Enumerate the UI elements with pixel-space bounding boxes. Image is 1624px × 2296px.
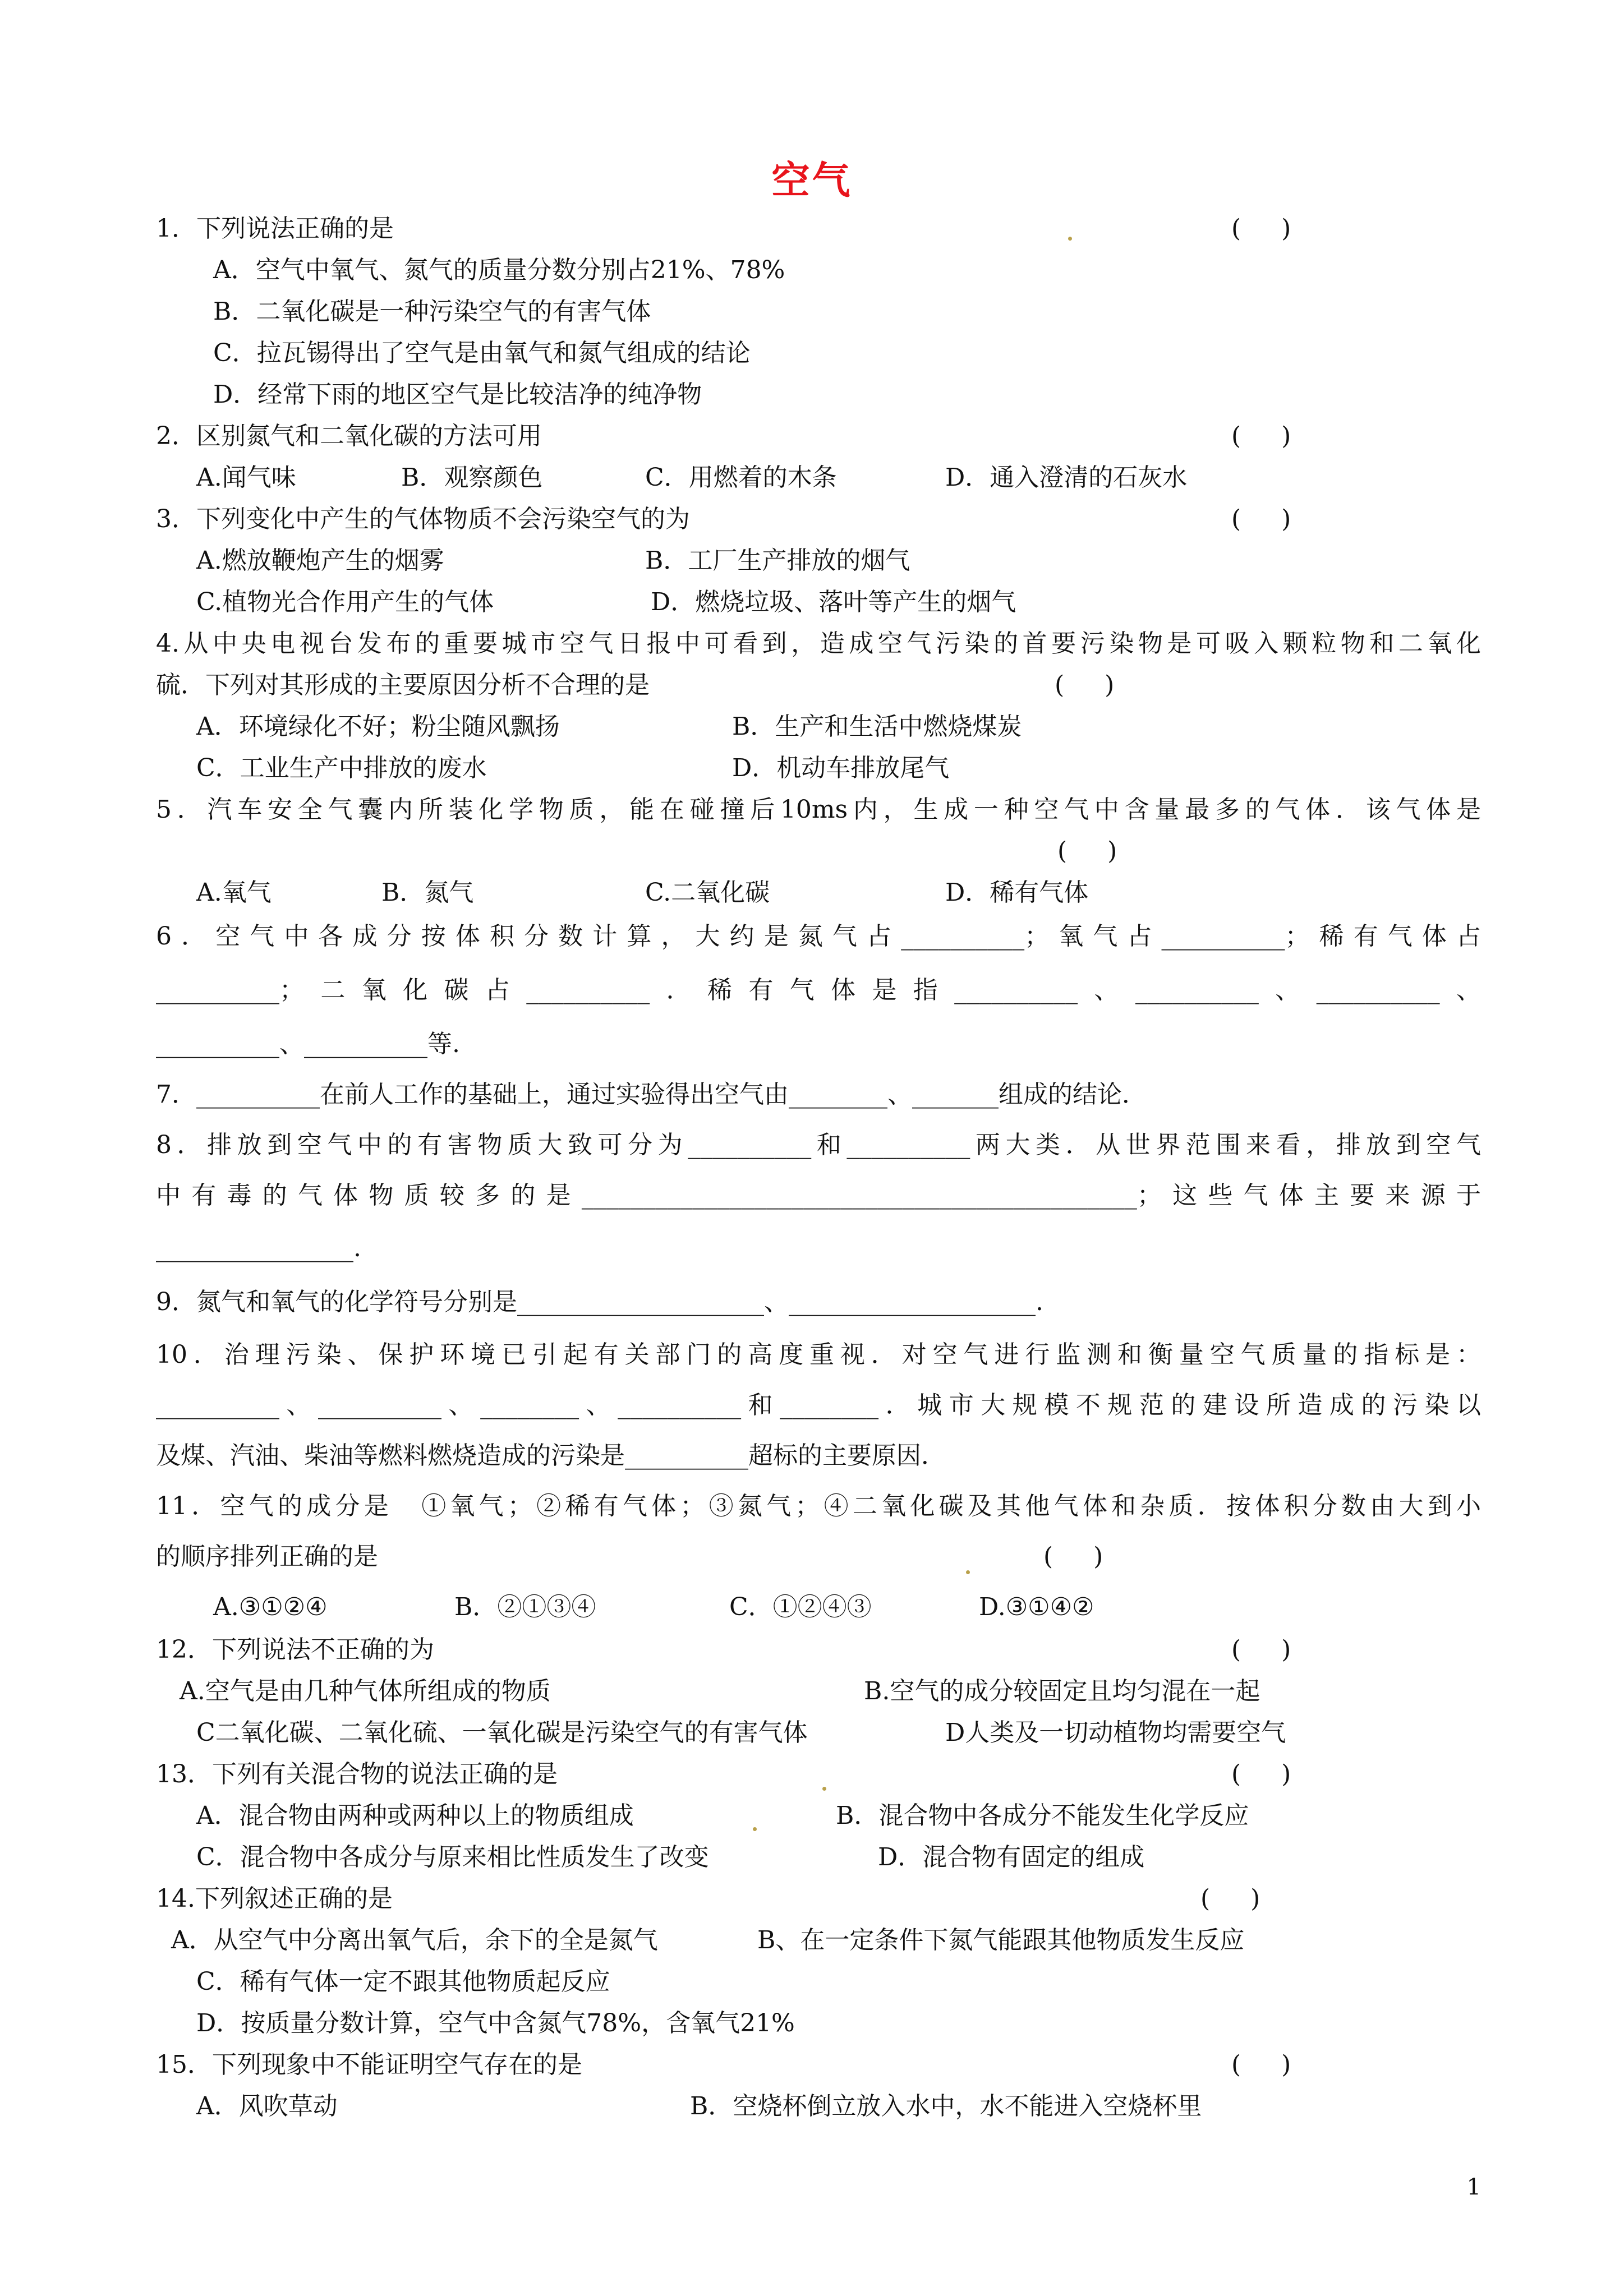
q4-stem-line1: 4.从中央电视台发布的重要城市空气日报中可看到，造成空气污染的首要污染物是可吸入颗粒物和二氧化: [156, 629, 1481, 658]
q5-option-d: D．稀有气体: [945, 878, 1089, 907]
q12-option-c: C二氧化碳、二氧化硫、一氧化碳是污染空气的有害气体: [196, 1718, 808, 1747]
q12-option-a: A.空气是由几种气体所组成的物质: [180, 1677, 551, 1705]
q1-option-b: B．二氧化碳是一种污染空气的有害气体: [213, 297, 651, 326]
q3-option-d: D．燃烧垃圾、落叶等产生的烟气: [651, 588, 1016, 616]
q14-answer-paren: ( ): [1200, 1884, 1260, 1913]
q8-line3: ________________.: [156, 1234, 361, 1262]
stray-dot: [966, 1570, 970, 1574]
q3-option-c: C.植物光合作用产生的气体: [196, 588, 494, 616]
q4-option-d: D．机动车排放尾气: [732, 754, 950, 782]
q14-stem: 14.下列叙述正确的是: [156, 1884, 393, 1913]
q12-answer-paren: ( ): [1231, 1635, 1291, 1664]
q2-option-b: B．观察颜色: [401, 463, 543, 492]
q11-stem-line1: 11．空气的成分是 ①氧气；②稀有气体；③氮气；④二氧化碳及其他气体和杂质．按体积分数由大到小: [156, 1492, 1481, 1520]
q5-option-b: B．氮气: [381, 878, 474, 907]
q2-option-c: C．用燃着的木条: [645, 463, 837, 492]
page-title: 空气: [771, 159, 853, 203]
q3-option-b: B．工厂生产排放的烟气: [645, 546, 910, 575]
q5-option-c: C.二氧化碳: [645, 878, 770, 907]
q8-line2: 中有毒的气体物质较多的是_____________________________________________；这些气体主要来源于: [156, 1181, 1481, 1210]
q13-option-b: B．混合物中各成分不能发生化学反应: [836, 1801, 1249, 1830]
q12-stem: 12．下列说法不正确的为: [156, 1635, 434, 1664]
q1-option-d: D．经常下雨的地区空气是比较洁净的纯净物: [213, 380, 702, 409]
q6-line1: 6．空气中各成分按体积分数计算，大约是氮气占__________；氧气占__________；稀有气体占: [156, 922, 1481, 951]
q15-answer-paren: ( ): [1231, 2050, 1291, 2079]
q1-option-a: A．空气中氧气、氮气的质量分数分别占21%、78%: [213, 256, 785, 284]
q5-option-a: A.氧气: [196, 878, 272, 907]
q1-option-c: C．拉瓦锡得出了空气是由氧气和氮气组成的结论: [213, 339, 751, 367]
q14-option-a: A．从空气中分离出氧气后，余下的全是氮气: [171, 1926, 658, 1954]
q14-option-c: C．稀有气体一定不跟其他物质起反应: [196, 1967, 610, 1996]
q4-answer-paren: ( ): [1055, 671, 1115, 699]
q5-stem: 5．汽车安全气囊内所装化学物质，能在碰撞后10ms内，生成一种空气中含量最多的气体．该气体是: [156, 795, 1481, 824]
q2-option-a: A.闻气味: [196, 463, 296, 492]
q11-stem-line2: 的顺序排列正确的是: [156, 1542, 378, 1571]
q13-answer-paren: ( ): [1231, 1760, 1291, 1788]
q9-line1: 9．氮气和氧气的化学符号分别是____________________、____________________.: [156, 1288, 1043, 1316]
q11-option-d: D.③①④②: [979, 1593, 1094, 1621]
q7-line1: 7．__________在前人工作的基础上，通过实验得出空气由________、_______组成的结论．: [156, 1080, 1147, 1109]
q14-option-b: B、在一定条件下氮气能跟其他物质发生反应: [757, 1926, 1245, 1954]
q2-answer-paren: ( ): [1231, 422, 1291, 450]
q11-option-c: C．①②④③: [729, 1593, 872, 1621]
q13-stem: 13．下列有关混合物的说法正确的是: [156, 1760, 558, 1788]
q6-line3: __________、__________等.: [156, 1030, 460, 1058]
stray-dot: [1068, 237, 1072, 241]
q1-stem: 1．下列说法正确的是: [156, 214, 394, 243]
q15-stem: 15．下列现象中不能证明空气存在的是: [156, 2050, 582, 2079]
q4-option-a: A．环境绿化不好；粉尘随风飘扬: [196, 712, 560, 741]
q11-option-b: B．②①③④: [454, 1593, 596, 1621]
q3-option-a: A.燃放鞭炮产生的烟雾: [196, 546, 444, 575]
q5-answer-paren: ( ): [1057, 837, 1117, 865]
q4-stem-line2: 硫．下列对其形成的主要原因分析不合理的是: [156, 671, 650, 699]
q15-option-a: A．风吹草动: [196, 2092, 338, 2120]
q12-option-b: B.空气的成分较固定且均匀混在一起: [864, 1677, 1260, 1705]
q4-option-b: B．生产和生活中燃烧煤炭: [732, 712, 1022, 741]
q13-option-d: D．混合物有固定的组成: [878, 1843, 1145, 1871]
stray-dot: [753, 1827, 757, 1831]
q10-line3: 及煤、汽油、柴油等燃料燃烧造成的污染是__________超标的主要原因．: [156, 1441, 946, 1470]
q11-answer-paren: ( ): [1043, 1542, 1103, 1571]
q13-option-c: C．混合物中各成分与原来相比性质发生了改变: [196, 1843, 709, 1871]
q8-line1: 8．排放到空气中的有害物质大致可分为__________和__________两大类．从世界范围来看，排放到空气: [156, 1131, 1481, 1159]
q10-line2: __________、__________、________、__________和________．城市大规模不规范的建设所造成的污染以: [156, 1391, 1481, 1419]
q2-stem: 2．区别氮气和二氧化碳的方法可用: [156, 422, 542, 450]
q10-line1: 10．治理污染、保护环境已引起有关部门的高度重视．对空气进行监测和衡量空气质量的指标是：: [156, 1340, 1481, 1369]
q13-option-a: A．混合物由两种或两种以上的物质组成: [196, 1801, 634, 1830]
q3-stem: 3．下列变化中产生的气体物质不会污染空气的为: [156, 505, 690, 533]
q2-option-d: D．通入澄清的石灰水: [945, 463, 1188, 492]
q12-option-d: D人类及一切动植物均需要空气: [945, 1718, 1286, 1747]
q3-answer-paren: ( ): [1231, 505, 1291, 533]
q11-option-a: A.③①②④: [213, 1593, 328, 1621]
stray-dot: [822, 1787, 826, 1791]
q14-option-d: D．按质量分数计算，空气中含氮气78%，含氧气21%: [196, 2009, 795, 2037]
q6-line2: __________；二氧化碳占__________．稀有气体是指__________、__________、__________、: [156, 976, 1481, 1004]
q1-answer-paren: ( ): [1231, 214, 1291, 243]
page-number: 1: [1466, 2174, 1481, 2200]
q15-option-b: B．空烧杯倒立放入水中，水不能进入空烧杯里: [690, 2092, 1202, 2120]
q4-option-c: C．工业生产中排放的废水: [196, 754, 487, 782]
